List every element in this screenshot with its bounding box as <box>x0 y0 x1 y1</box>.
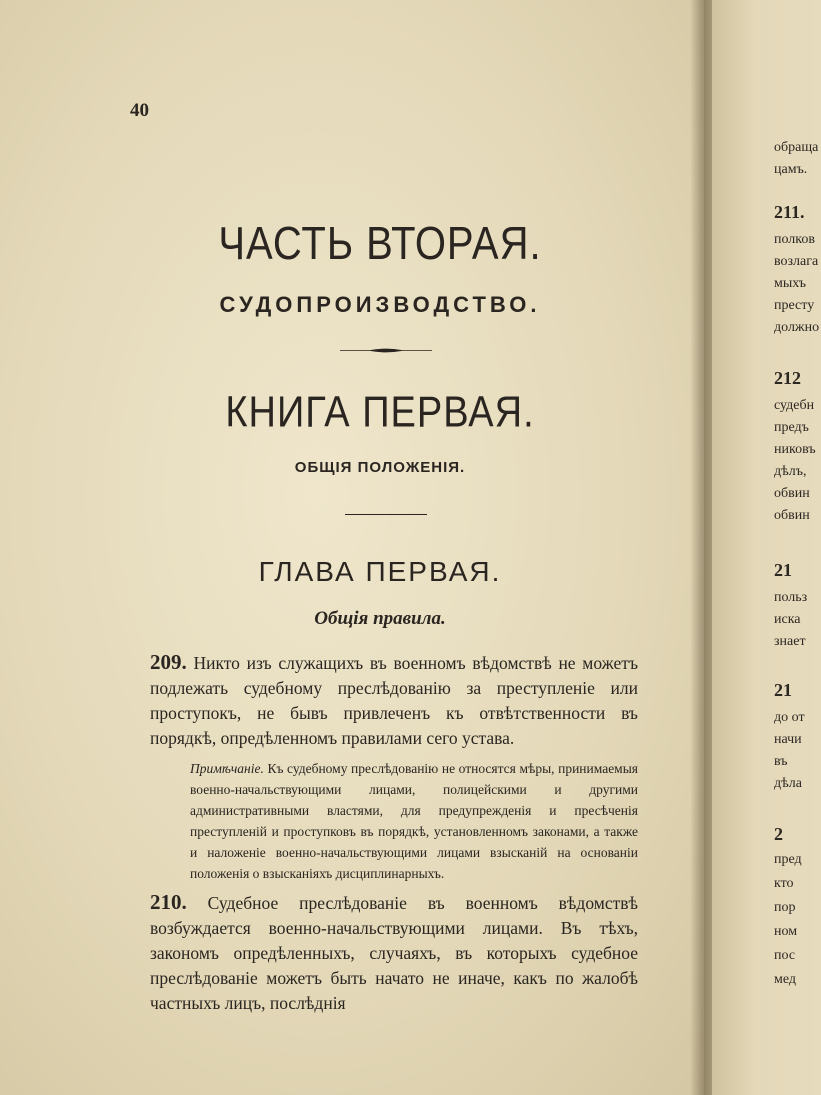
right-fragment: обвин <box>774 486 810 501</box>
right-fragment: предъ <box>774 420 809 435</box>
right-fragment: никовъ <box>774 442 816 457</box>
part-title: ЧАСТЬ ВТОРАЯ. <box>218 218 542 270</box>
right-fragment: знает <box>774 634 806 649</box>
article-number: 210. <box>150 890 187 914</box>
right-fragment: должно <box>774 320 820 335</box>
right-fragment: пос <box>774 948 796 963</box>
right-fragment: пред <box>774 852 802 867</box>
ornamental-rule <box>340 348 432 353</box>
right-fragment: иска <box>774 612 801 627</box>
article-text: Никто изъ служащихъ въ военномъ вѣдомствѣ не можетъ подлежать судебному преслѣдованію за преступленіе или проступокъ, не бывъ привлеченъ къ отвѣтственности въ порядкѣ, опредѣленномъ правилами сего устава. <box>150 653 638 748</box>
book-title: КНИГА ПЕРВАЯ. <box>225 388 535 438</box>
right-fragment: 21 <box>774 560 792 580</box>
article-209 <box>150 650 638 751</box>
right-fragment: пор <box>774 900 796 915</box>
note <box>190 758 638 884</box>
divider-rule <box>345 514 427 515</box>
right-fragment: кто <box>774 876 794 891</box>
page-number: 40 <box>130 100 149 121</box>
article-text: Судебное преслѣдованіе въ военномъ вѣдомствѣ возбуждается военно-начальствующими лицами. Въ тѣхъ, закономъ опредѣленныхъ, случаяхъ, въ которыхъ судебное преслѣдованіе можетъ быть начато не иначе, какъ по жалобѣ частныхъ лицъ, послѣднія <box>150 893 639 1013</box>
right-fragment: дѣла <box>774 776 802 791</box>
right-fragment: начи <box>774 732 802 747</box>
right-fragment: полков <box>774 232 815 247</box>
note-text: Къ судебному преслѣдованію не относятся мѣры, принимаемыя военно-начальствующими лицами, полицейскими и другими административными властями, для предупрежденія и пресѣченія преступленій и проступковъ въ порядкѣ, установленномъ законами, а также и наложеніе военно-начальствующими лицами взысканій на основаніи положенія о взысканіяхъ дисциплинарныхъ. <box>190 761 639 881</box>
right-fragment: обраща <box>774 140 819 155</box>
book-subtitle: ОБЩІЯ ПОЛОЖЕНІЯ. <box>294 459 466 476</box>
right-fragment: цамъ. <box>774 162 808 177</box>
right-fragment: 211. <box>774 202 805 222</box>
right-fragment: 2 <box>774 824 783 844</box>
article-210 <box>150 890 638 1016</box>
right-fragment: престу <box>774 298 815 313</box>
part-subtitle: СУДОПРОИЗВОДСТВО. <box>219 292 541 317</box>
right-fragment: мыхъ <box>774 276 806 291</box>
right-fragment: мед <box>774 972 797 987</box>
chapter-subtitle: Общія правила. <box>314 608 446 629</box>
right-fragment: польз <box>774 590 808 605</box>
right-fragment: до от <box>774 710 805 725</box>
right-fragment: 21 <box>774 680 792 700</box>
right-page-edge <box>712 0 821 1095</box>
article-number: 209. <box>150 650 187 674</box>
right-fragment: въ <box>774 754 788 769</box>
right-fragment: обвин <box>774 508 810 523</box>
right-fragment: ном <box>774 924 798 939</box>
right-fragment: судебн <box>774 398 815 413</box>
right-fragment: дѣлъ, <box>774 464 807 479</box>
right-fragment: 212 <box>774 368 801 388</box>
right-fragment: возлага <box>774 254 819 269</box>
note-label: Примѣчаніе. <box>190 761 264 776</box>
chapter-title: ГЛАВА ПЕРВАЯ. <box>258 556 502 587</box>
